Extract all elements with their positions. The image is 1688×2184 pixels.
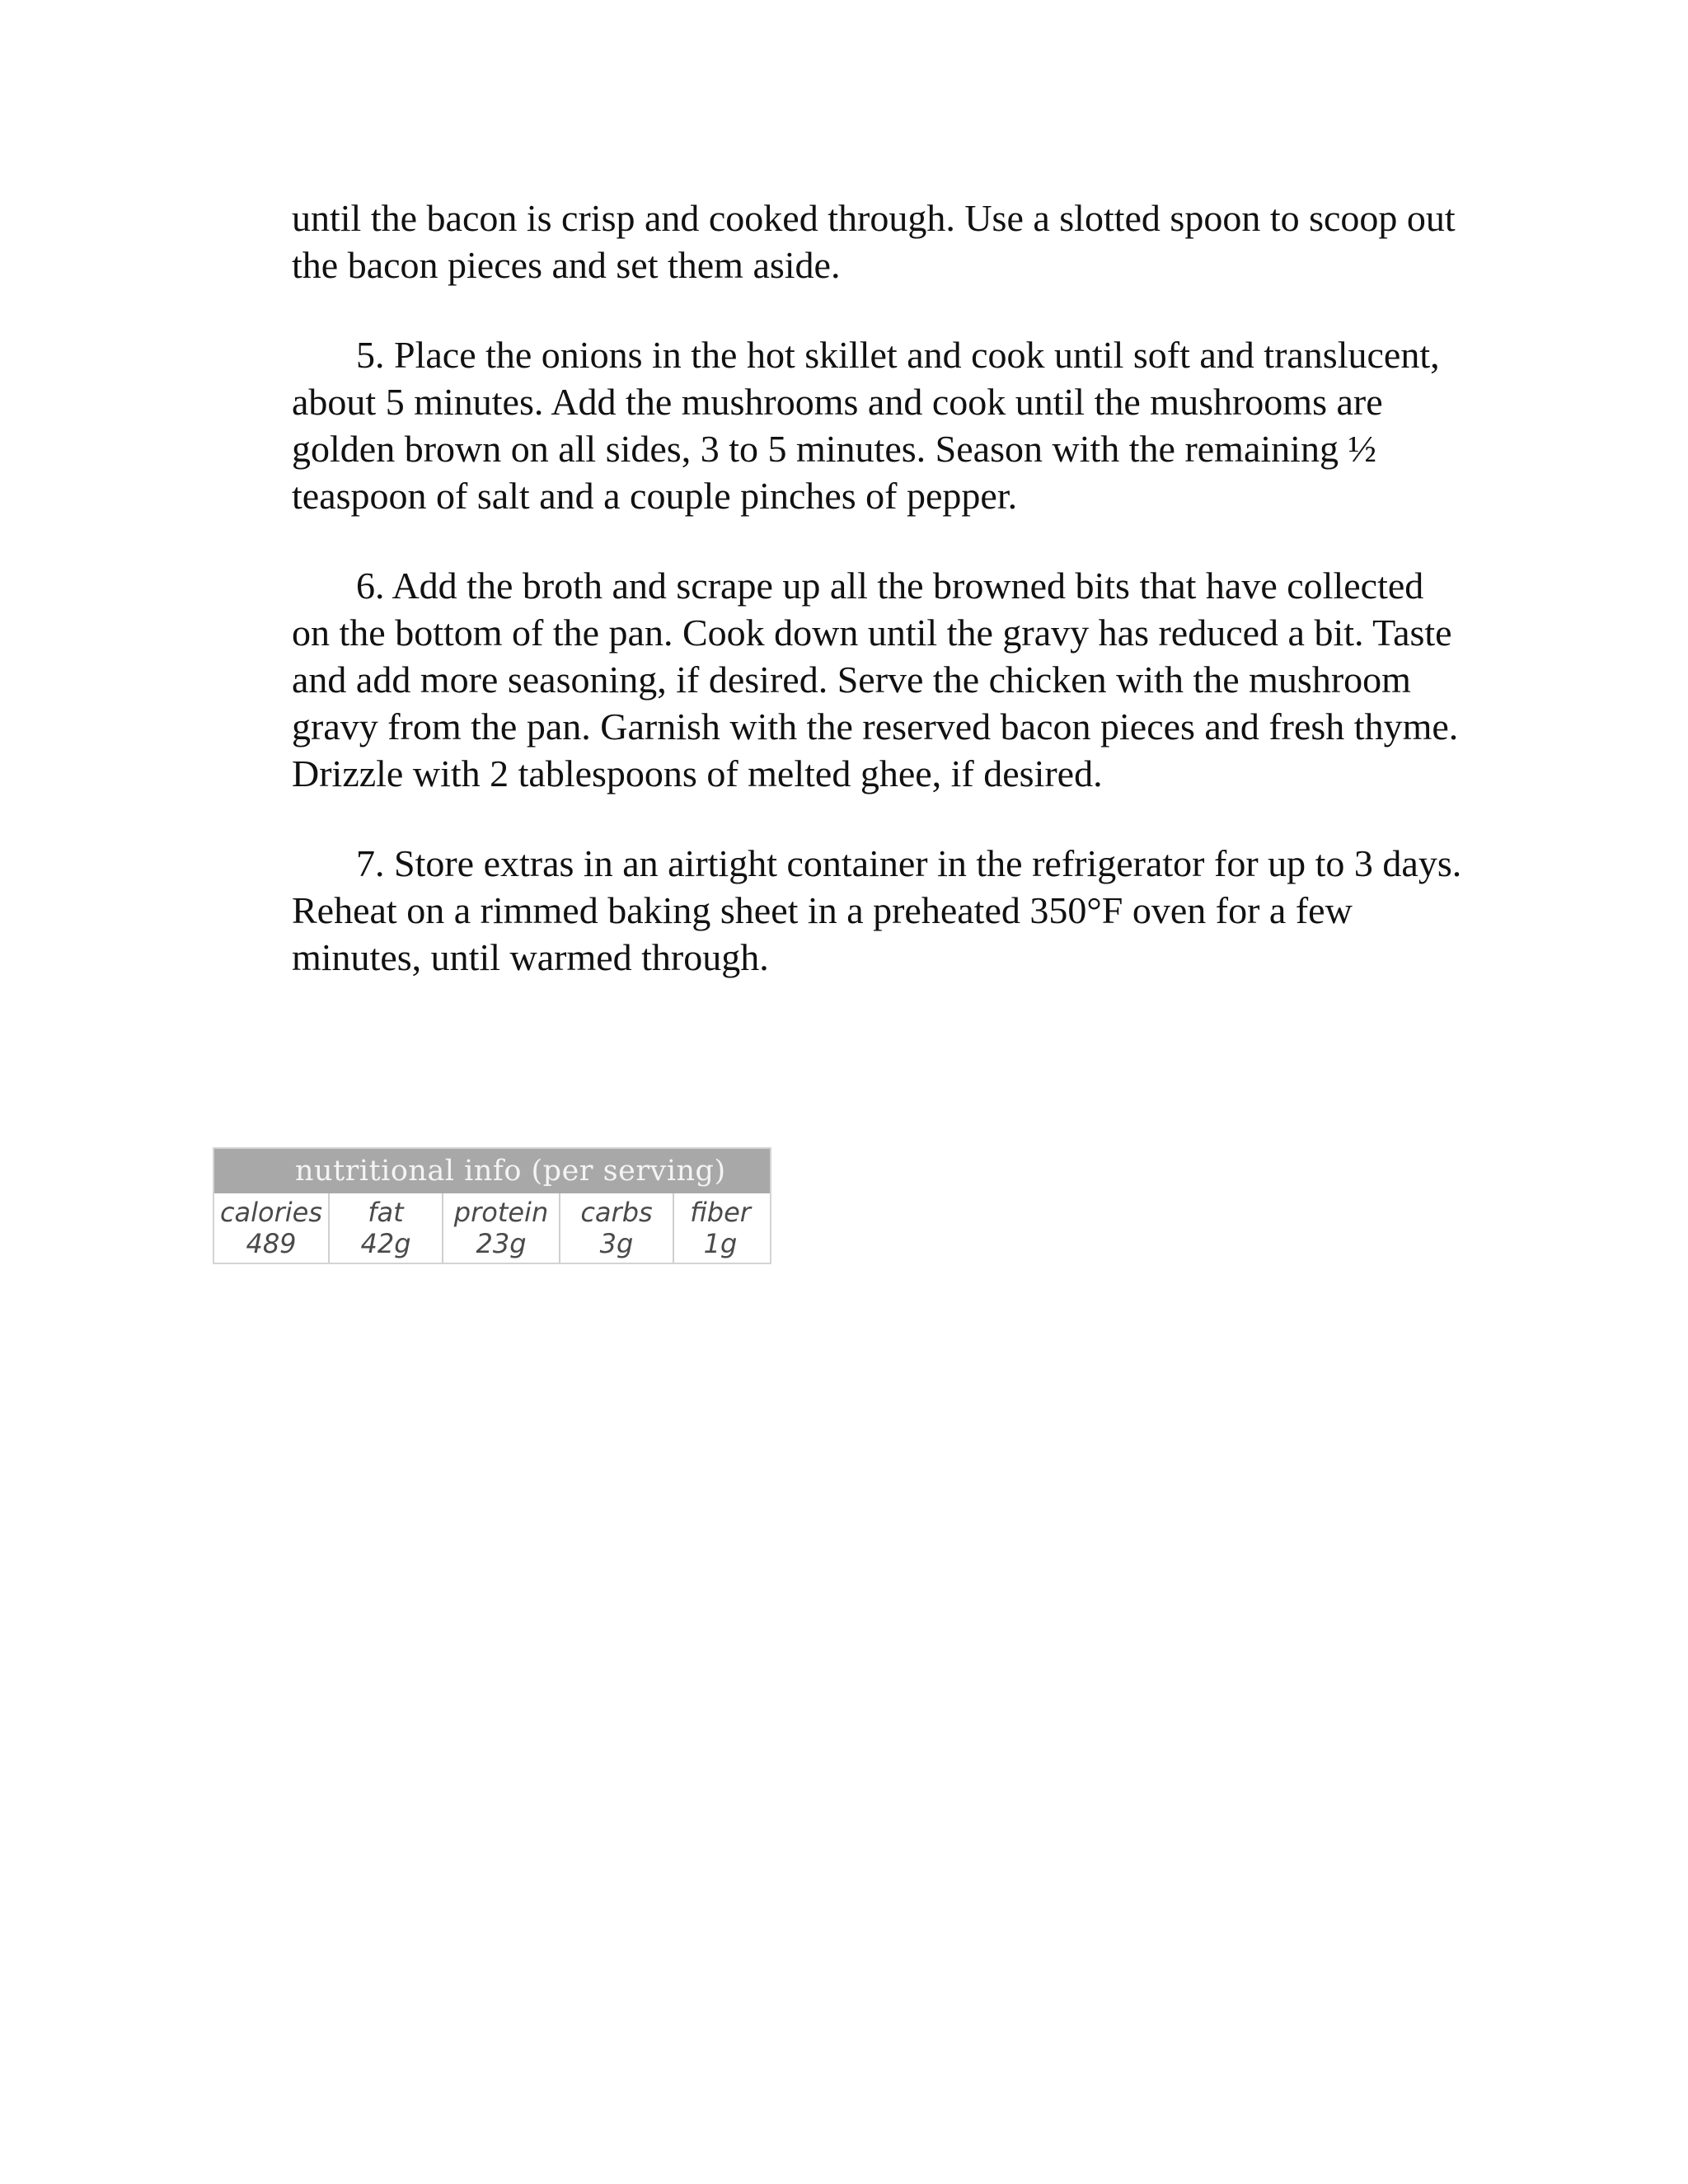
- nutrition-calories: [214, 1193, 330, 1263]
- nutrition-fat: [330, 1193, 443, 1263]
- nutrition-label: protein: [453, 1197, 549, 1228]
- nutrition-carbs: [560, 1193, 674, 1263]
- nutrition-info-box: [213, 1147, 771, 1264]
- nutrition-row: [214, 1193, 770, 1263]
- instruction-step-7: 7. Store extras in an airtight container in the refrigerator for up to 3 days. Reheat on a rimmed baking sheet in a preheated 350°F oven for a few minutes, until warmed through.: [292, 842, 1462, 978]
- recipe-instructions: [292, 194, 1470, 1024]
- nutrition-title: nutritional info (per serving): [214, 1149, 770, 1193]
- nutrition-value: 1g: [703, 1228, 738, 1259]
- nutrition-label: fiber: [690, 1197, 751, 1228]
- instruction-step-6: 6. Add the broth and scrape up all the browned bits that have collected on the bottom of the pan. Cook down until the gravy has reduced a bit. Taste and add more seasoning, if desired. Serve the chicken with the mushroom gravy from the pan. Garnish with the reserved bacon pieces and fresh thyme. Drizzle with 2 tablespoons of melted ghee, if desired.: [292, 565, 1459, 794]
- nutrition-label: carbs: [580, 1197, 653, 1228]
- nutrition-label: calories: [219, 1197, 323, 1228]
- nutrition-value: 23g: [476, 1228, 527, 1259]
- nutrition-fiber: [674, 1193, 767, 1263]
- nutrition-label: fat: [368, 1197, 404, 1228]
- instruction-paragraph: until the bacon is crisp and cooked through. Use a slotted spoon to scoop out the bacon pieces and set them aside.: [292, 197, 1456, 286]
- nutrition-value: 489: [246, 1228, 297, 1259]
- nutrition-value: 42g: [360, 1228, 411, 1259]
- nutrition-value: 3g: [599, 1228, 634, 1259]
- instruction-step-5: 5. Place the onions in the hot skillet and cook until soft and translucent, about 5 minutes. Add the mushrooms and cook until the mushrooms are golden brown on all sides, 3 to 5 minutes. Season with the remaining ½ teaspoon of salt and a couple pinches of pepper.: [292, 334, 1440, 517]
- nutrition-protein: [443, 1193, 560, 1263]
